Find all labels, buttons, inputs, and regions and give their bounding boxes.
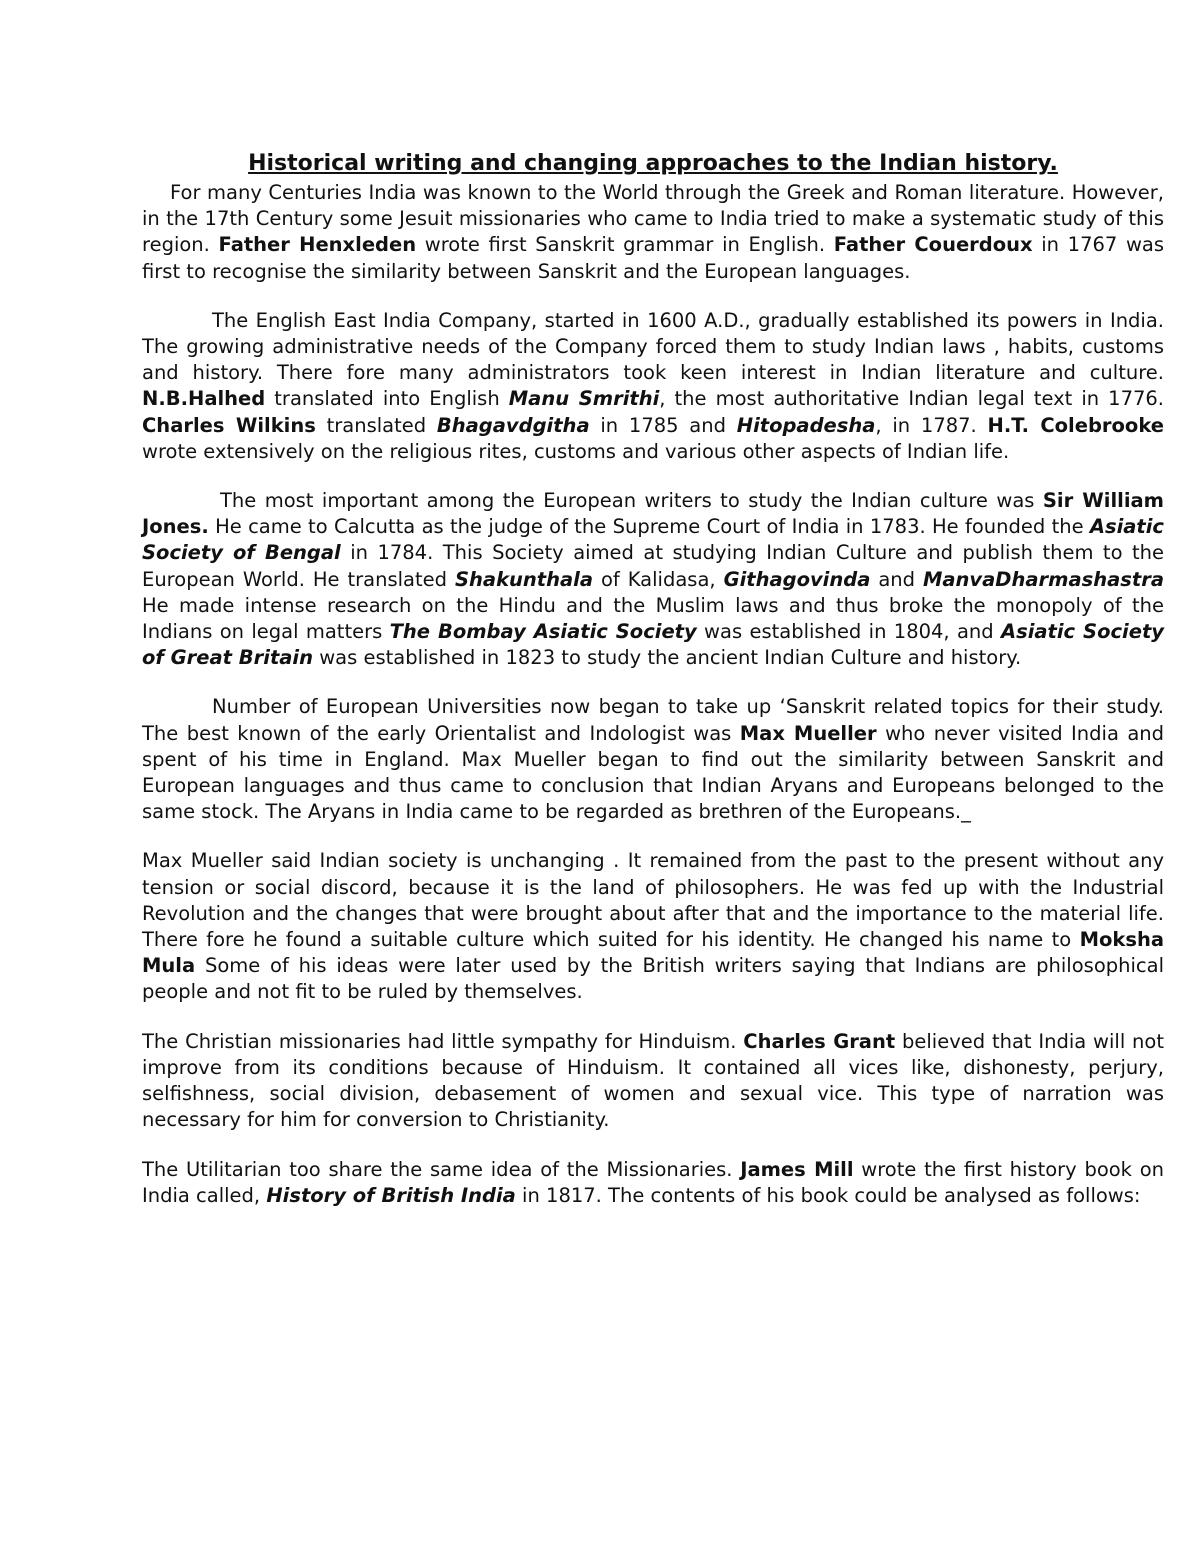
text-run: wrote the first history book on India called, xyxy=(142,1157,1164,1207)
paragraph-max-mueller-universities xyxy=(142,694,1164,825)
name-father-couerdoux: Father Couerdoux xyxy=(833,233,1033,257)
text-run: translated into English xyxy=(265,387,509,411)
page-title xyxy=(142,148,1164,180)
text-run: wrote first Sanskrit grammar in English. xyxy=(416,233,834,257)
work-hitopadesha: Hitopadesha xyxy=(736,413,876,437)
name-charles-grant: Charles Grant xyxy=(743,1029,896,1053)
text-run: Number of European Universities now began to take up ‘Sanskrit related topics for their study. The best known of the early Orientalist and Indologist was xyxy=(142,695,1164,745)
org-bombay-asiatic-society: The Bombay Asiatic Society xyxy=(389,620,697,644)
text-run: Some of his ideas were later used by the British writers saying that Indians are philosophical people and not fit to be ruled by themselves. xyxy=(142,954,1164,1004)
work-history-of-british-india: History of British India xyxy=(266,1183,516,1207)
text-run: The Christian missionaries had little sympathy for Hinduism. xyxy=(142,1029,744,1053)
org-asiatic-society-great-britain: Asiatic Society of Great Britain xyxy=(142,620,1164,670)
paragraph-christian-missionaries xyxy=(142,1029,1164,1134)
title-text: Historical writing and changing approaches to the Indian history xyxy=(248,151,1050,176)
name-father-henxleden: Father Henxleden xyxy=(218,233,417,257)
name-ht-colebrooke: H.T. Colebrooke xyxy=(987,413,1164,437)
text-run: For many Centuries India was known to the World through the Greek and Roman literature. However, in the 17th Century some Jesuit missionaries who came to India tried to make a systematic study of this region. xyxy=(142,181,1164,257)
text-run: in 1817. The contents of his book could be analysed as follows: xyxy=(515,1183,1141,1207)
paragraph-max-mueller-society xyxy=(142,848,1164,1005)
text-run: in 1785 and xyxy=(589,413,737,437)
text-run: The Utilitarian too share the same idea of the Missionaries. xyxy=(142,1157,741,1181)
text-run: wrote extensively on the religious rites, customs and various other aspects of Indian life. xyxy=(142,439,1010,463)
title-period: . xyxy=(1049,151,1058,176)
org-asiatic-society-bengal: Asiatic Society of Bengal xyxy=(142,515,1164,565)
text-run: He came to Calcutta as the judge of the Supreme Court of India in 1783. He founded the xyxy=(208,515,1090,539)
text-run: of Kalidasa, xyxy=(593,567,724,591)
text-run: was established in 1823 to study the ancient Indian Culture and history. xyxy=(313,646,1022,670)
name-james-mill: James Mill xyxy=(740,1157,854,1181)
text-run: translated xyxy=(315,413,437,437)
name-nb-halhed: N.B.Halhed xyxy=(142,387,266,411)
name-charles-wilkins: Charles Wilkins xyxy=(142,413,316,437)
paragraph-utilitarians xyxy=(142,1157,1164,1209)
paragraph-william-jones xyxy=(142,488,1164,671)
text-run: Max Mueller said Indian society is unchanging . It remained from the past to the present without any tension or social discord, because it is the land of philosophers. He was fed up with the Industrial Revolution and the changes that were brought about after that and the importance to the material life. There fore he found a suitable culture which suited for his identity. He changed his name to xyxy=(142,849,1164,952)
text-run: in 1767 was first to recognise the similarity between Sanskrit and the European languages. xyxy=(142,233,1165,283)
text-run: , the most authoritative Indian legal text in 1776. xyxy=(659,387,1165,411)
text-run: was established in 1804, and xyxy=(696,620,1001,644)
work-manu-smrithi: Manu Smrithi xyxy=(508,387,660,411)
name-max-mueller: Max Mueller xyxy=(739,721,877,745)
text-run: believed that India will not improve from its conditions because of Hinduism. It contained all vices like, dishonesty, perjury, selfishness, social division, debasement of women and sexual vice. This type of narration was necessary for him for conversion to Christianity. xyxy=(142,1029,1164,1132)
text-run: , in 1787. xyxy=(875,413,988,437)
text-run: The English East India Company, started in 1600 A.D., gradually established its powers in India. The growing administrative needs of the Company forced them to study Indian laws , habits, customs and history. There fore many administrators took keen interest in Indian literature and culture. xyxy=(142,308,1164,385)
paragraph-jesuit-missionaries xyxy=(142,180,1164,285)
paragraph-east-india-company xyxy=(142,308,1164,465)
work-githagovinda: Githagovinda xyxy=(723,567,871,591)
text-run: in 1784. This Society aimed at studying Indian Culture and publish them to the European World. He translated xyxy=(142,541,1164,591)
name-william-jones: Sir William Jones. xyxy=(142,489,1164,539)
text-run: The most important among the European writers to study the Indian culture was xyxy=(220,489,1043,513)
text-run: who never visited India and spent of his time in England. Max Mueller began to find out the similarity between Sanskrit and European languages and thus came to conclusion that Indian Aryans and Europeans belonged to the same stock. The Aryans in India came to be regarded as brethren of the Europeans._ xyxy=(142,721,1165,824)
document-page xyxy=(142,148,1164,1232)
work-manvadharmashastra: ManvaDharmashastra xyxy=(922,567,1164,591)
work-bhagavdgitha: Bhagavdgitha xyxy=(436,413,590,437)
text-run: He made intense research on the Hindu and the Muslim laws and thus broke the monopoly of the Indians on legal matters xyxy=(142,593,1164,644)
text-run: and xyxy=(870,567,923,591)
name-moksha-mula: Moksha Mula xyxy=(142,928,1164,978)
work-shakunthala: Shakunthala xyxy=(454,567,594,591)
